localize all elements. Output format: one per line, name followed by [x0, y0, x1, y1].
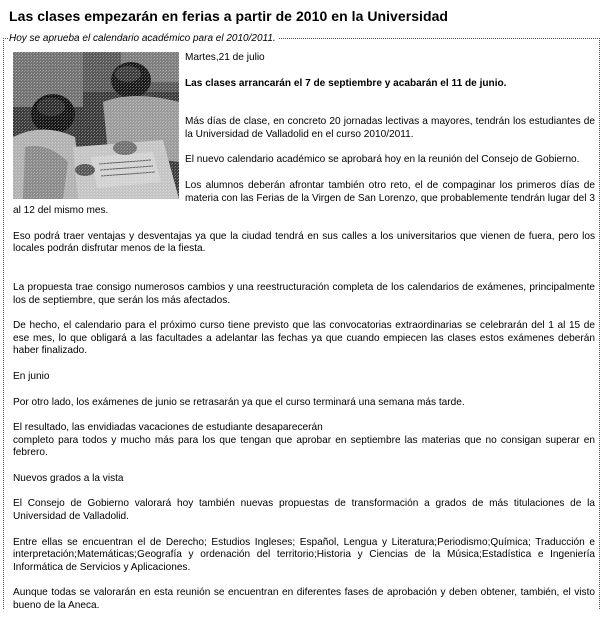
article-paragraph: La propuesta trae consigo numerosos cambios y una reestructuración completa de los calendarios de exámenes, principalmente los de septiembre, que serán los más afectados.	[13, 281, 595, 306]
article-paragraph: Más días de clase, en concreto 20 jornadas lectivas a mayores, tendrán los estudiantes de la Universidad de Valladolid en el curso 2010/2011.	[185, 116, 595, 140]
article-paragraph: Por otro lado, los exámenes de junio se retrasarán ya que el curso terminará una semana más tarde.	[13, 396, 465, 408]
article-subtitle: Hoy se aprueba el calendario académico para el 2010/2011.	[9, 33, 276, 44]
article-paragraph: El nuevo calendario académico se aprobará hoy en la reunión del Consejo de Gobierno.	[185, 154, 580, 166]
article-body	[13, 52, 595, 626]
article-photo	[13, 52, 179, 199]
article-subheading: Nuevos grados a la vista	[13, 472, 124, 484]
article-paragraph: Aunque todas se valorarán en esta reunión se encuentran en diferentes fases de aprobación y deben obtener, también, el visto bueno de la Aneca.	[13, 587, 595, 612]
article-lead: Las clases arrancarán el 7 de septiembre y acabarán el 11 de junio.	[185, 77, 507, 89]
article-paragraph: El Consejo de Gobierno valorará hoy también nuevas propuestas de transformación a grados de más titulaciones de la Universidad de Valladolid.	[13, 498, 595, 523]
article-paragraph	[13, 422, 595, 460]
article-paragraph: Los alumnos deberán afrontar también otro reto, el de compaginar los primeros días de materia con las Ferias de la Virgen de San Lorenzo, que probablemente tendrán lugar del 3 al 12 del mismo mes.	[13, 179, 595, 217]
article-subheading: En junio	[13, 370, 50, 382]
article-paragraph: Eso podrá traer ventajas y desventajas ya que la ciudad tendrá en sus calles a los universitarios que vienen de fuera, pero los locales podrán disfrutar menos de la fiesta.	[13, 230, 595, 255]
article-date: Martes,21 de julio	[185, 52, 265, 63]
article-paragraph: Entre ellas se encuentran el de Derecho; Estudios Ingleses; Español, Lengua y Literatura;Periodismo;Química; Traducción e interpretación;Matemáticas;Geografía y ordenación del territorio;Historia y Ciencias de la Música;Estadística e Ingeniería Informática de Servicios y Aplicaciones.	[13, 536, 595, 573]
article-paragraph: De hecho, el calendario para el próximo curso tiene previsto que las convocatorias extraordinarias se celebrarán del 1 al 15 de ese mes, lo que obligará a las facultades a adelantar las fechas ya que cuando empiecen las clases estos exámenes deberán haber finalizado.	[13, 320, 595, 357]
article-paragraph-line: El resultado, las envidiadas vacaciones de estudiante desaparecerán	[13, 422, 323, 434]
article-paragraph-line: completo para todos y mucho más para los que tengan que aprobar en septiembre las materias que no consigan superar en febrero.	[13, 434, 595, 459]
article-headline: Las clases empezarán en ferias a partir de 2010 en la Universidad	[9, 8, 449, 24]
